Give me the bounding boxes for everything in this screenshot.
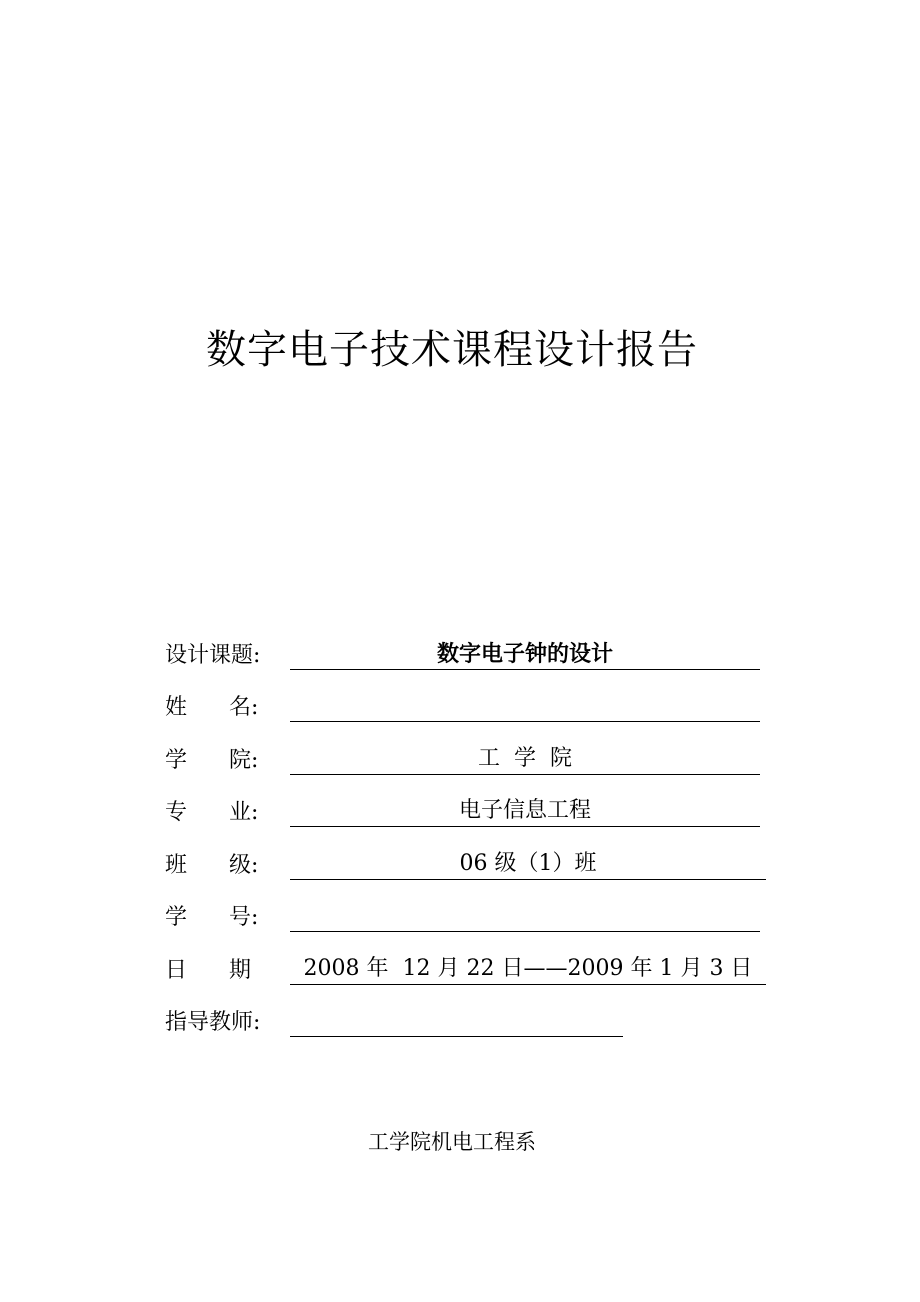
- class-label: 班 级:: [165, 853, 259, 878]
- department-footer: 工学院机电工程系: [368, 1130, 536, 1154]
- topic-label: 设计课题:: [165, 643, 261, 668]
- college-label: 学 院:: [165, 748, 259, 773]
- major-label: 专 业:: [165, 800, 259, 825]
- advisor-label: 指导教师:: [165, 1010, 261, 1035]
- major-field: 电子信息工程: [290, 796, 760, 827]
- topic-field: 数字电子钟的设计: [290, 639, 760, 670]
- student-id-field: [290, 901, 760, 932]
- college-field: 工 学 院: [290, 744, 760, 775]
- class-field: 06 级（1）班: [290, 849, 766, 880]
- report-title: 数字电子技术课程设计报告: [206, 327, 698, 373]
- date-label: 日 期: [165, 958, 251, 983]
- date-field: 2008 年 12 月 22 日——2009 年 1 月 3 日: [290, 954, 766, 985]
- name-label: 姓 名:: [165, 695, 259, 720]
- advisor-field: [290, 1006, 623, 1037]
- student-id-label: 学 号:: [165, 905, 259, 930]
- name-field: [290, 691, 760, 722]
